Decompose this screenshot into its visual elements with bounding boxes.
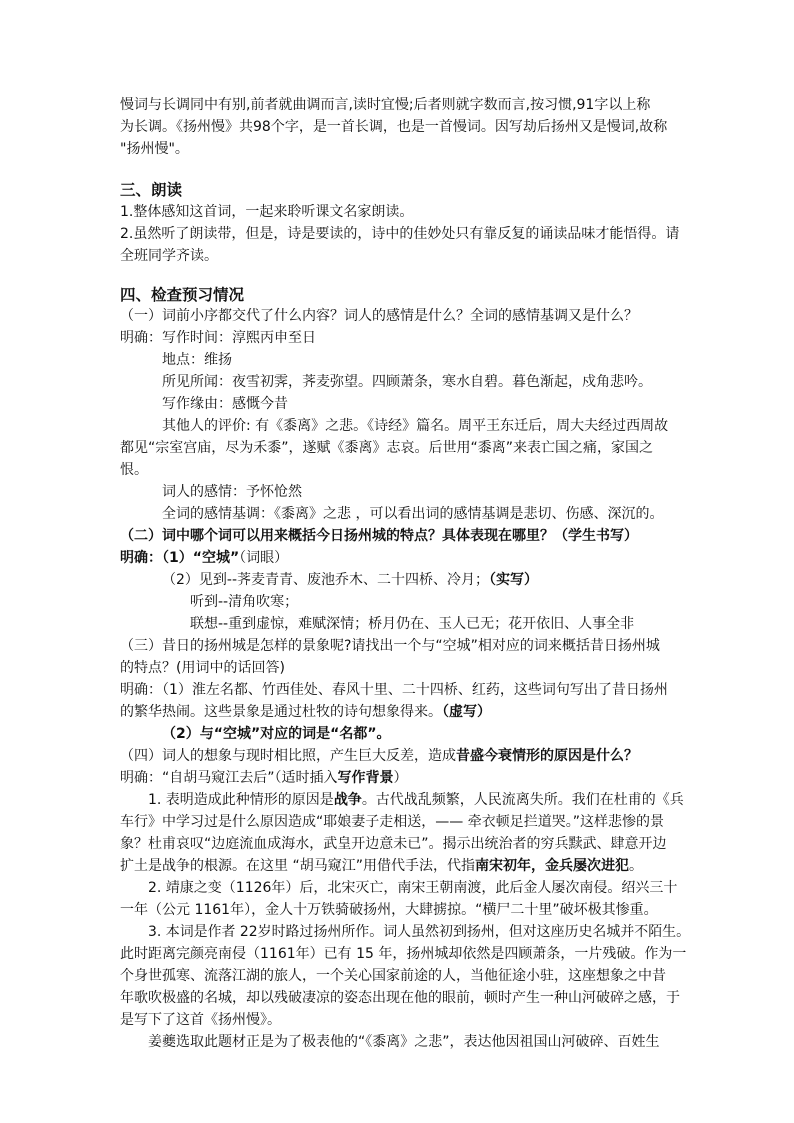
paragraph-line: 2. 靖康之变（1126年）后，北宋灭亡，南宋王朝南渡，此后金人屡次南侵。绍兴三十 (148, 880, 678, 896)
answer-3-note: （虚写） (442, 704, 491, 720)
answer-4-text: ） (393, 770, 408, 786)
paragraph-text: 。 (628, 858, 643, 874)
s3-paragraph-2b: 全班同学齐读。 (120, 248, 218, 264)
paragraph-line: 个身世孤寒、流落江湖的旅人，一个关心国家前途的人，当他征途小驻，这座想象之中昔 (120, 968, 666, 984)
answer-1-line: 写作缘由：感慨今昔 (162, 396, 288, 412)
answer-3-text: 的繁华热闹。这些景象是通过杜牧的诗句想象得来。 (120, 704, 442, 720)
paragraph-line: 年歌吹极盛的名城，却以残破凄凉的姿态出现在他的眼前，顿时产生一种山河破碎之感，于 (120, 990, 680, 1006)
answer-3-line (120, 702, 491, 722)
question-3: （三）昔日的扬州城是怎样的景象呢?请找出一个与“空城”相对应的词来概括昔日扬州城 (120, 638, 660, 654)
s3-paragraph-2a: 2.虽然听了朗读带，但是，诗是要读的，诗中的佳妙处只有靠反复的诵读品味才能悟得。请 (120, 226, 680, 242)
answer-1-line: 词人的感情：予怀怆然 (162, 484, 302, 500)
paragraph-line: 象？杜甫哀叹“边庭流血成海水，武皇开边意未已”。揭示出统治者的穷兵黩武、肆意开边 (120, 836, 667, 852)
intro-line-3: "扬州慢"。 (120, 141, 189, 157)
paragraph-text: 1. 表明造成此种情形的原因是 (148, 792, 334, 808)
paragraph-line: 一年（公元 1161年），金人十万铁骑破扬州，大肆掳掠。“横尸二十里”破坏极其惨重。 (120, 902, 658, 918)
answer-2-line (162, 570, 538, 590)
paragraph-text: 。古代战乱频繁，人民流离失所。我们在杜甫的《兵 (361, 792, 684, 808)
question-1: （一）词前小序都交代了什么内容？词人的感情是什么？全词的感情基调又是什么？ (120, 308, 638, 324)
paragraph-line: 是写下了这首《扬州慢》。 (120, 1012, 281, 1028)
question-3: 的特点？(用词中的话回答) (120, 660, 285, 676)
intro-line-1: 慢词与长调同中有别,前者就曲调而言,读时宜慢;后者则就字数而言,按习惯,91字以上称 (120, 97, 651, 113)
paragraph-emphasis: 战争 (333, 792, 362, 808)
question-4-text: （四）词人的想象与现时相比照，产生巨大反差，造成 (120, 748, 456, 764)
section-4-heading: 四、检查预习情况 (120, 286, 245, 304)
answer-1-line: 恨。 (120, 462, 148, 478)
answer-4-line (120, 768, 408, 788)
answer-2-line (120, 548, 288, 568)
answer-1-line: 所见所闻：夜雪初霁，荠麦弥望。四顾萧条，寒水自碧。暮色渐起，戍角悲吟。 (162, 374, 652, 390)
intro-line-2: 为长调。《扬州慢》共98个字，是一首长调，也是一首慢词。因写劫后扬州又是慢词,故称 (120, 119, 668, 135)
paragraph-line (120, 856, 643, 876)
answer-2-line: 听到--清角吹寒； (190, 594, 299, 610)
answer-2-note: （词眼） (239, 550, 289, 566)
answer-4-emphasis: 写作背景 (337, 770, 394, 786)
question-4 (120, 746, 638, 766)
section-3-heading: 三、朗读 (120, 181, 183, 199)
answer-1-line: 其他人的评价: 有《黍离》之悲。《诗经》篇名。周平王东迁后，周大夫经过西周故 (162, 418, 669, 434)
answer-2-text: （2）见到--荠麦青青、废池乔木、二十四桥、冷月； (162, 572, 490, 588)
answer-1-line: 全词的感情基调：《黍离》之悲 ，可以看出词的感情基调是悲切、伤感、深沉的。 (162, 506, 664, 522)
answer-2-line: 联想--重到虚惊，难赋深情；桥月仍在、玉人已无；花开依旧、人事全非 (190, 616, 635, 632)
answer-3-line: （2）与“空城”对应的词是“名都”。 (162, 726, 391, 742)
paragraph-line: 姜夔选取此题材正是为了极表他的“《黍离》之悲”，表达他因祖国山河破碎、百姓生 (148, 1034, 660, 1050)
paragraph-line: 此时距离完颜亮南侵（1161年）已有 15 年，扬州城却依然是四顾萧条，一片残破。作为一 (120, 946, 687, 962)
question-4-emphasis: 昔盛今衰情形的原因是什么？ (456, 748, 638, 764)
paragraph-emphasis: 南宋初年，金兵屡次进犯 (474, 858, 629, 874)
answer-1-line: 都见“宗室宫庙，尽为禾黍”，遂赋《黍离》志哀。后世用“黍离”来表亡国之痛，家国之 (120, 440, 654, 456)
answer-2-key: 明确：（1）“空城” (120, 550, 240, 566)
paragraph-text: 扩土是战争的根源。在这里 “胡马窥江”用借代手法，代指 (120, 858, 475, 874)
paragraph-line (148, 790, 684, 810)
paragraph-line: 车行》中学习过是什么原因造成“耶娘妻子走相送，—— 牵衣顿足拦道哭。”这样悲惨的景 (120, 814, 664, 830)
paragraph-line: 3. 本词是作者 22岁时路过扬州所作。词人虽然初到扬州，但对这座历史名城并不陌生。 (148, 924, 691, 940)
s3-paragraph-1: 1.整体感知这首词，一起来聆听课文名家朗读。 (120, 204, 414, 220)
answer-1-line: 地点：维扬 (162, 352, 232, 368)
answer-4-text: 明确：“自胡马窥江去后”（适时插入 (120, 770, 338, 786)
answer-2-note: （实写） (489, 572, 539, 588)
answer-1-line: 明确：写作时间：淳熙丙申至日 (120, 330, 316, 346)
answer-3-line: 明确：（1）淮左名都、竹西佳处、春风十里、二十四桥、红药，这些词句写出了昔日扬州 (120, 682, 668, 698)
question-2: （二）词中哪个词可以用来概括今日扬州城的特点？具体表现在哪里？（学生书写） (120, 528, 638, 544)
